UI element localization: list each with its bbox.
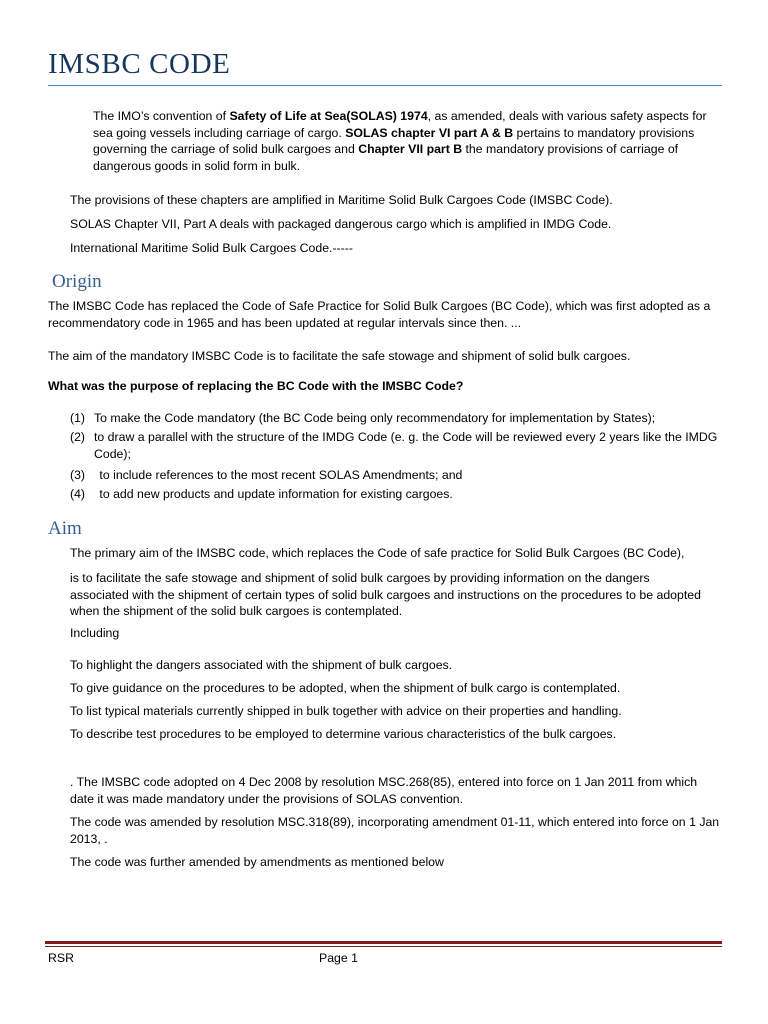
aim-heading: Aim (48, 518, 82, 539)
origin-list-item-4 (70, 486, 730, 503)
footer-rule-thick (45, 941, 722, 944)
solas-vii-paragraph: SOLAS Chapter VII, Part A deals with packaged dangerous cargo which is amplified in IMDG Code. (70, 217, 612, 231)
intro-paragraph (93, 108, 721, 174)
intro-text-2: , as amended, deals with various safety aspects for sea going vessels including carriage of cargo. (93, 109, 707, 140)
intro-bold-solas: Safety of Life at Sea(SOLAS) 1974 (229, 109, 428, 123)
footer-author: RSR (48, 951, 74, 965)
aim-paragraph-2: is to facilitate the safe stowage and shipment of solid bulk cargoes by providing information on the dangers associated with the shipment of certain types of solid bulk cargoes and instructions on the procedures to be adopted when the shipment of the solid bulk cargoes is contemplated. (70, 571, 701, 618)
origin-list-item-2 (70, 429, 730, 462)
further-amendment-paragraph: The code was further amended by amendments as mentioned below (70, 855, 444, 869)
intro-bold-chapter-vii: Chapter VII part B (358, 142, 463, 156)
aim-point-3: To list typical materials currently shipped in bulk together with advice on their properties and handling. (70, 704, 622, 718)
intro-text-1: The IMO’s convention of (93, 109, 230, 123)
aim-including: Including (70, 626, 120, 640)
footer-rule-thin (45, 946, 722, 947)
list-number: (1) (70, 411, 86, 425)
aim-paragraph-1: The primary aim of the IMSBC code, which replaces the Code of safe practice for Solid Bulk Cargoes (BC Code), (70, 546, 685, 560)
title-underline (48, 85, 722, 86)
list-number: (4) (70, 487, 86, 501)
amendment-paragraph: The code was amended by resolution MSC.318(89), incorporating amendment 01-11, which entered into force on 1 Jan 2013, . (70, 815, 720, 846)
origin-paragraph-1: The IMSBC Code has replaced the Code of Safe Practice for Solid Bulk Cargoes (BC Code), which was first adopted as a recommendatory code in 1965 and has been updated at regular intervals since then. ... (48, 299, 711, 330)
list-text: to add new products and update information for existing cargoes. (96, 487, 453, 501)
list-text: to include references to the most recent SOLAS Amendments; and (96, 468, 463, 482)
amplified-paragraph: The provisions of these chapters are amplified in Maritime Solid Bulk Cargoes Code (IMSBC Code). (70, 193, 613, 207)
adoption-paragraph: . The IMSBC code adopted on 4 Dec 2008 by resolution MSC.268(85), entered into force on 1 Jan 2011 from which date it was made mandatory under the provisions of SOLAS convention. (70, 775, 698, 806)
origin-question: What was the purpose of replacing the BC Code with the IMSBC Code? (48, 379, 464, 393)
origin-paragraph-2: The aim of the mandatory IMSBC Code is to facilitate the safe stowage and shipment of solid bulk cargoes. (48, 349, 631, 363)
intl-code-paragraph: International Maritime Solid Bulk Cargoes Code.----- (70, 241, 353, 255)
aim-point-2: To give guidance on the procedures to be adopted, when the shipment of bulk cargo is contemplated. (70, 681, 621, 695)
intro-text-3: pertains to mandatory provisions governing the carriage of solid bulk cargoes and (93, 125, 695, 156)
footer-page-number: Page 1 (319, 951, 358, 965)
origin-heading: Origin (52, 271, 102, 292)
list-number: (3) (70, 468, 86, 482)
aim-point-1: To highlight the dangers associated with the shipment of bulk cargoes. (70, 658, 453, 672)
list-text: To make the Code mandatory (the BC Code being only recommendatory for implementation by States); (94, 411, 656, 425)
list-number: (2) (70, 430, 86, 444)
list-text: to draw a parallel with the structure of the IMDG Code (e. g. the Code will be reviewed every 2 years like the IMDG Code); (94, 430, 718, 461)
origin-list-item-3 (70, 467, 730, 484)
page-title: IMSBC CODE (48, 48, 231, 80)
intro-text-4: the mandatory provisions of carriage of dangerous goods in solid form in bulk. (93, 142, 679, 173)
origin-list-item-1 (70, 410, 730, 427)
intro-bold-chapter-vi: SOLAS chapter VI part A & B (345, 125, 514, 140)
aim-point-4: To describe test procedures to be employed to determine various characteristics of the bulk cargoes. (70, 727, 617, 741)
